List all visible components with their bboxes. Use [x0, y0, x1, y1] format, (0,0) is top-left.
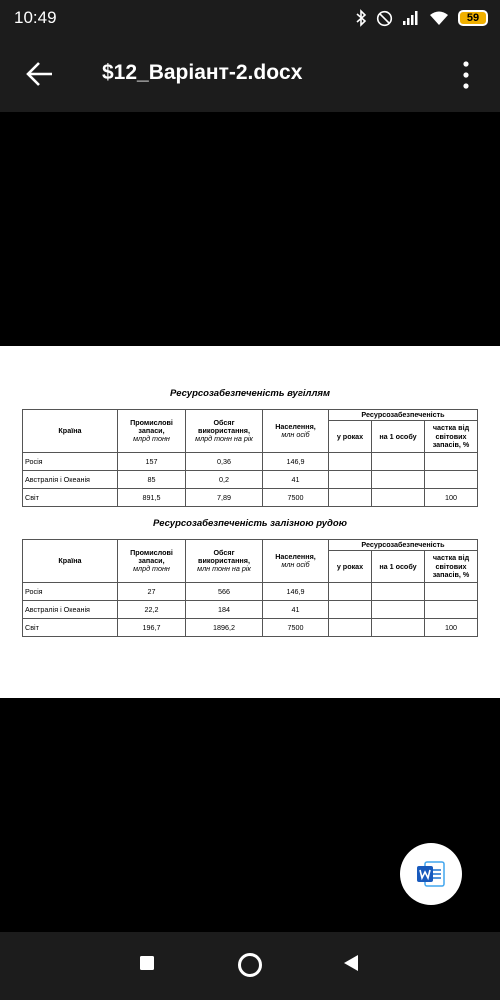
- cell-per-person: [372, 489, 425, 507]
- cell-reserves: 891,5: [118, 489, 186, 507]
- iron-ore-table: [22, 539, 478, 637]
- cell-reserves: 27: [118, 583, 186, 601]
- navigation-bar: [0, 932, 500, 1000]
- cell-country: Австралія і Океанія: [23, 601, 118, 619]
- cell-reserves: 196,7: [118, 619, 186, 637]
- open-in-word-button[interactable]: [400, 843, 462, 905]
- cell-share: 100: [425, 489, 478, 507]
- header-population: Населення, млн осіб: [263, 540, 329, 583]
- cell-country: Австралія і Океанія: [23, 471, 118, 489]
- cell-country: Світ: [23, 619, 118, 637]
- app-bar: [0, 36, 500, 112]
- header-years: у роках: [329, 551, 372, 583]
- header-population: Населення, млн осіб: [263, 410, 329, 453]
- table-row: [23, 453, 478, 471]
- header-per-person: на 1 особу: [372, 551, 425, 583]
- cell-country: Росія: [23, 453, 118, 471]
- table-row: [23, 489, 478, 507]
- cell-years: [329, 583, 372, 601]
- wifi-icon: [429, 10, 449, 26]
- table-row: [23, 583, 478, 601]
- cell-reserves: 22,2: [118, 601, 186, 619]
- document-title: $12_Варіант-2.docx: [102, 61, 303, 84]
- cell-share: [425, 583, 478, 601]
- cell-per-person: [372, 601, 425, 619]
- cell-population: 41: [263, 471, 329, 489]
- cell-country: Світ: [23, 489, 118, 507]
- table-row: [23, 471, 478, 489]
- cell-population: 7500: [263, 489, 329, 507]
- header-country: Країна: [23, 410, 118, 453]
- status-icons: [355, 8, 488, 28]
- header-share: частка від світових запасів, %: [425, 551, 478, 583]
- cell-years: [329, 471, 372, 489]
- header-reserves: Промислові запаси, млрд тонн: [118, 540, 186, 583]
- cell-usage: 1896,2: [186, 619, 263, 637]
- header-usage: Обсяг використання, млн тонн на рік: [186, 540, 263, 583]
- cell-usage: 184: [186, 601, 263, 619]
- header-country: Країна: [23, 540, 118, 583]
- cell-years: [329, 489, 372, 507]
- cell-usage: 7,89: [186, 489, 263, 507]
- header-group: Ресурсозабезпеченість: [329, 540, 478, 551]
- cell-reserves: 85: [118, 471, 186, 489]
- cell-per-person: [372, 619, 425, 637]
- arrow-left-icon: [28, 63, 52, 85]
- cell-country: Росія: [23, 583, 118, 601]
- more-vertical-icon: [463, 61, 468, 88]
- cell-years: [329, 601, 372, 619]
- cell-share: [425, 601, 478, 619]
- triangle-back-icon: [344, 955, 358, 971]
- square-icon: [140, 956, 154, 970]
- cell-usage: 0,36: [186, 453, 263, 471]
- cell-usage: 0,2: [186, 471, 263, 489]
- status-bar: [0, 0, 500, 36]
- cell-per-person: [372, 471, 425, 489]
- cell-population: 146,9: [263, 583, 329, 601]
- cell-share: [425, 471, 478, 489]
- battery-icon: 59: [458, 10, 488, 26]
- word-app-icon: [416, 860, 446, 888]
- cell-years: [329, 619, 372, 637]
- header-reserves: Промислові запаси, млрд тонн: [118, 410, 186, 453]
- cell-share: [425, 453, 478, 471]
- cell-per-person: [372, 583, 425, 601]
- header-share: частка від світових запасів, %: [425, 421, 478, 453]
- cell-reserves: 157: [118, 453, 186, 471]
- circle-icon: [240, 955, 261, 976]
- more-options-button[interactable]: [462, 60, 470, 90]
- back-nav-button[interactable]: [343, 954, 359, 972]
- document-page[interactable]: [0, 346, 500, 698]
- cell-years: [329, 453, 372, 471]
- do-not-disturb-icon: [376, 10, 393, 27]
- table-row: [23, 619, 478, 637]
- header-per-person: на 1 особу: [372, 421, 425, 453]
- table-caption: Ресурсозабезпеченість вугіллям: [170, 388, 330, 399]
- header-years: у роках: [329, 421, 372, 453]
- back-button[interactable]: [24, 58, 56, 90]
- cell-population: 7500: [263, 619, 329, 637]
- cell-population: 146,9: [263, 453, 329, 471]
- header-usage: Обсяг використання, млрд тонн на рік: [186, 410, 263, 453]
- signal-icon: [402, 10, 420, 26]
- cell-usage: 566: [186, 583, 263, 601]
- bluetooth-icon: [355, 9, 367, 27]
- cell-per-person: [372, 453, 425, 471]
- cell-population: 41: [263, 601, 329, 619]
- coal-table: [22, 409, 478, 507]
- home-button[interactable]: [237, 952, 263, 978]
- header-group: Ресурсозабезпеченість: [329, 410, 478, 421]
- recent-apps-button[interactable]: [139, 955, 155, 971]
- cell-share: 100: [425, 619, 478, 637]
- status-time: 10:49: [14, 8, 57, 27]
- table-row: [23, 601, 478, 619]
- table-caption: Ресурсозабезпеченість залізною рудою: [153, 518, 347, 529]
